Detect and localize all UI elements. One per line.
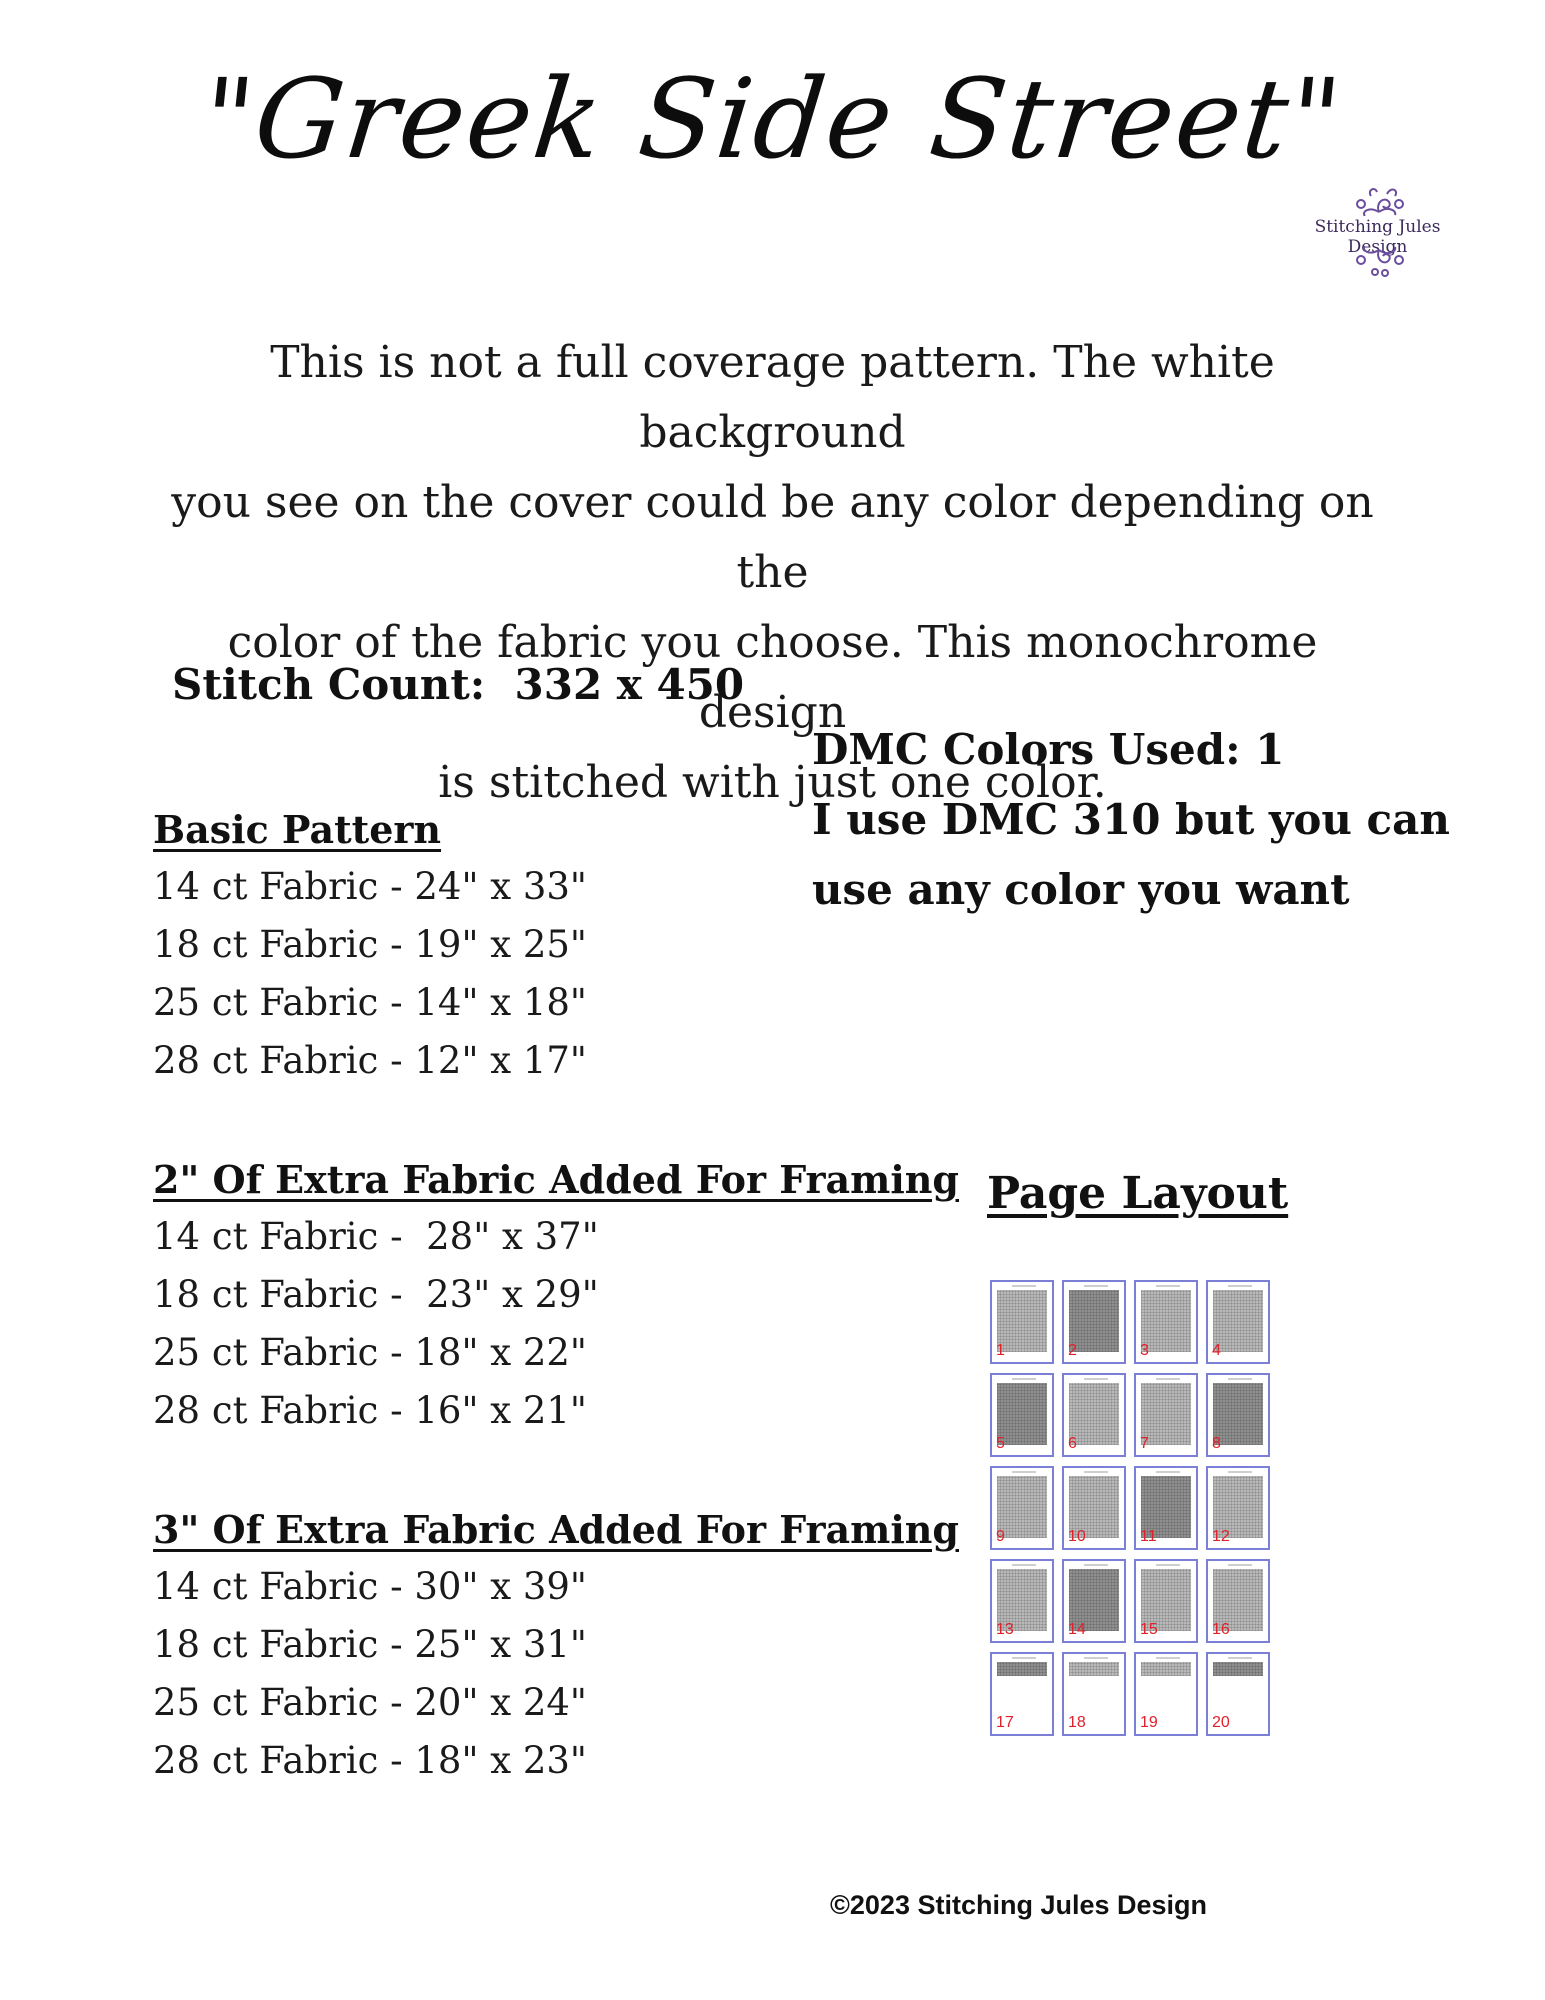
- layout-page-thumbnail: [1134, 1280, 1198, 1364]
- thumbnail-header: [1084, 1285, 1108, 1287]
- page-number-label: 12: [1212, 1528, 1230, 1545]
- intro-line: you see on the cover could be any color depending on the: [171, 477, 1374, 598]
- page-layout-grid: [990, 1280, 1280, 1740]
- layout-page-thumbnail: [990, 1280, 1054, 1364]
- stitch-count: [172, 660, 744, 709]
- layout-page-thumbnail: [1134, 1652, 1198, 1736]
- thumbnail-pattern-preview: [1141, 1662, 1191, 1676]
- stitch-count-value: 332 x 450: [514, 660, 745, 709]
- layout-page-thumbnail: [1206, 1652, 1270, 1736]
- layout-page-thumbnail: [1134, 1559, 1198, 1643]
- fabric-size-row: 14 ct Fabric - 30" x 39": [153, 1565, 587, 1608]
- section-3in-extra: [153, 1502, 959, 1790]
- page-number-label: 20: [1212, 1714, 1230, 1731]
- fabric-size-row: 28 ct Fabric - 18" x 23": [153, 1739, 587, 1782]
- thumbnail-header: [1084, 1564, 1108, 1566]
- copyright-notice: ©2023 Stitching Jules Design: [830, 1890, 1208, 1920]
- page-number-label: 6: [1068, 1435, 1077, 1452]
- thumbnail-header: [1228, 1564, 1252, 1566]
- thumbnail-header: [1012, 1285, 1036, 1287]
- thumbnail-header: [1228, 1657, 1252, 1659]
- section-heading: 3" Of Extra Fabric Added For Framing: [153, 1507, 959, 1552]
- page-number-label: 14: [1068, 1621, 1086, 1638]
- page-number-label: 3: [1140, 1342, 1149, 1359]
- layout-page-thumbnail: [1134, 1373, 1198, 1457]
- thumbnail-header: [1228, 1285, 1252, 1287]
- thumbnail-header: [1012, 1657, 1036, 1659]
- thumbnail-pattern-preview: [1069, 1662, 1119, 1676]
- page-number-label: 10: [1068, 1528, 1086, 1545]
- page-layout-title: Page Layout: [987, 1168, 1289, 1219]
- dmc-line: use any color you want: [812, 865, 1350, 914]
- thumbnail-header: [1228, 1471, 1252, 1473]
- page-number-label: 4: [1212, 1342, 1221, 1359]
- fabric-size-row: 18 ct Fabric - 25" x 31": [153, 1623, 587, 1666]
- page-number-label: 17: [996, 1714, 1014, 1731]
- dmc-info: [812, 715, 1450, 925]
- page-number-label: 16: [1212, 1621, 1230, 1638]
- thumbnail-header: [1156, 1657, 1180, 1659]
- page-number-label: 9: [996, 1528, 1005, 1545]
- layout-page-thumbnail: [990, 1652, 1054, 1736]
- pattern-title: "Greek Side Street": [196, 55, 1349, 183]
- layout-page-thumbnail: [1206, 1280, 1270, 1364]
- layout-page-thumbnail: [1062, 1559, 1126, 1643]
- fabric-size-row: 28 ct Fabric - 12" x 17": [153, 1039, 587, 1082]
- thumbnail-pattern-preview: [997, 1662, 1047, 1676]
- layout-page-thumbnail: [1206, 1466, 1270, 1550]
- fabric-size-row: 18 ct Fabric - 19" x 25": [153, 923, 587, 966]
- layout-page-thumbnail: [990, 1466, 1054, 1550]
- brand-name: Stitching Jules Design: [1314, 217, 1441, 257]
- brand-logo: [1290, 180, 1465, 285]
- layout-page-thumbnail: [1134, 1466, 1198, 1550]
- page-number-label: 11: [1140, 1528, 1157, 1545]
- page-number-label: 5: [996, 1435, 1005, 1452]
- thumbnail-header: [1084, 1378, 1108, 1380]
- thumbnail-header: [1156, 1285, 1180, 1287]
- page-number-label: 1: [996, 1342, 1005, 1359]
- fabric-size-row: 14 ct Fabric - 24" x 33": [153, 865, 587, 908]
- layout-page-thumbnail: [990, 1559, 1054, 1643]
- swirl-ornament-top-icon: [1347, 182, 1411, 216]
- page-number-label: 2: [1068, 1342, 1077, 1359]
- fabric-size-row: 28 ct Fabric - 16" x 21": [153, 1389, 587, 1432]
- layout-page-thumbnail: [1062, 1652, 1126, 1736]
- thumbnail-header: [1012, 1471, 1036, 1473]
- intro-line: This is not a full coverage pattern. The white background: [270, 337, 1275, 458]
- stitch-count-label: Stitch Count:: [172, 660, 486, 709]
- thumbnail-header: [1012, 1378, 1036, 1380]
- thumbnail-pattern-preview: [1213, 1662, 1263, 1676]
- layout-page-thumbnail: [990, 1373, 1054, 1457]
- thumbnail-header: [1084, 1657, 1108, 1659]
- section-heading: Basic Pattern: [153, 807, 442, 852]
- fabric-size-row: 18 ct Fabric - 23" x 29": [153, 1273, 599, 1316]
- thumbnail-header: [1084, 1471, 1108, 1473]
- fabric-size-row: 25 ct Fabric - 14" x 18": [153, 981, 587, 1024]
- dmc-line: DMC Colors Used: 1: [812, 725, 1285, 774]
- section-basic-pattern: [153, 802, 587, 1090]
- dmc-line: I use DMC 310 but you can: [812, 795, 1450, 844]
- thumbnail-header: [1156, 1471, 1180, 1473]
- layout-page-thumbnail: [1062, 1466, 1126, 1550]
- fabric-size-row: 25 ct Fabric - 20" x 24": [153, 1681, 587, 1724]
- page-number-label: 8: [1212, 1435, 1221, 1452]
- swirl-ornament-bottom-icon: [1347, 246, 1411, 280]
- intro-line: is stitched with just one color.: [438, 757, 1107, 808]
- page-number-label: 15: [1140, 1621, 1158, 1638]
- fabric-size-row: 14 ct Fabric - 28" x 37": [153, 1215, 599, 1258]
- fabric-size-row: 25 ct Fabric - 18" x 22": [153, 1331, 587, 1374]
- layout-page-thumbnail: [1206, 1559, 1270, 1643]
- page-number-label: 13: [996, 1621, 1014, 1638]
- section-2in-extra: [153, 1152, 959, 1440]
- thumbnail-header: [1228, 1378, 1252, 1380]
- intro-line: color of the fabric you choose. This monochrome design: [227, 617, 1318, 738]
- section-heading: 2" Of Extra Fabric Added For Framing: [153, 1157, 959, 1202]
- thumbnail-header: [1156, 1378, 1180, 1380]
- layout-page-thumbnail: [1062, 1280, 1126, 1364]
- page-number-label: 18: [1068, 1714, 1086, 1731]
- page-number-label: 7: [1140, 1435, 1149, 1452]
- thumbnail-header: [1012, 1564, 1036, 1566]
- thumbnail-header: [1156, 1564, 1180, 1566]
- layout-page-thumbnail: [1062, 1373, 1126, 1457]
- layout-page-thumbnail: [1206, 1373, 1270, 1457]
- page-number-label: 19: [1140, 1714, 1158, 1731]
